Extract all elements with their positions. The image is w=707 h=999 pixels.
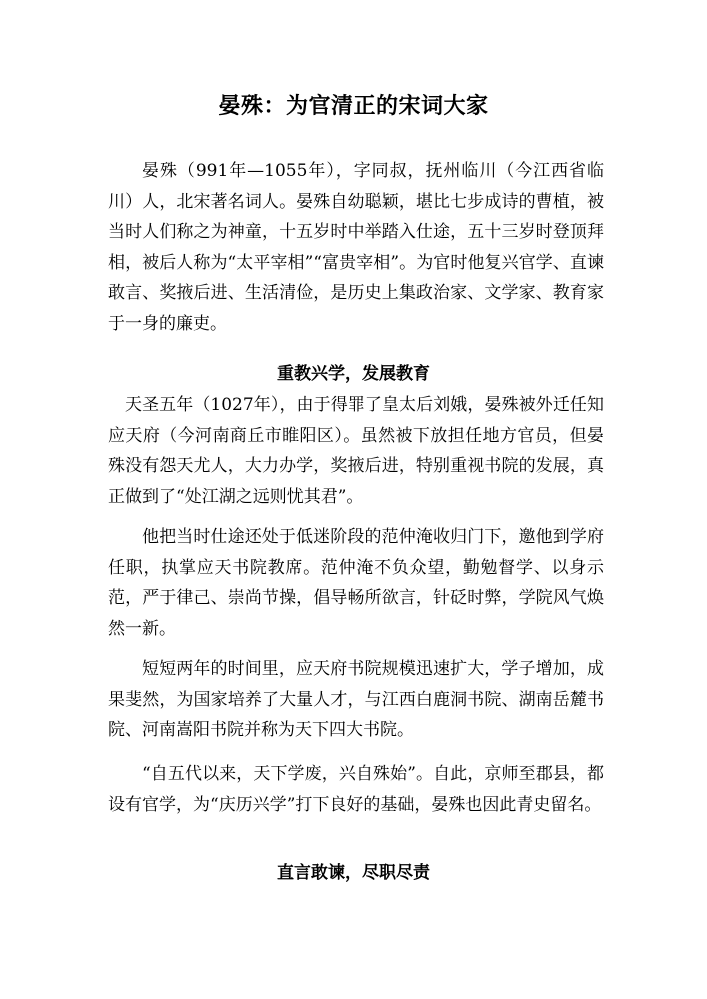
- intro-paragraph: 晏殊（991年—1055年），字同叔，抚州临川（今江西省临川）人，北宋著名词人。晏殊自幼聪颖，堪比七步成诗的曹植，被当时人们称之为神童，十五岁时中举踏入仕途，五十三岁时登顶拜相，被后人称为“太平宰相”“富贵宰相”。为官时他复兴官学、直谏敢言、奖掖后进、生活清俭，是历史上集政治家、文学家、教育家于一身的廉吏。: [108, 161, 604, 334]
- education-paragraph-4: “自五代以来，天下学废，兴自殊始”。自此，京师至郡县，都设有官学，为“庆历兴学”打下良好的基础，晏殊也因此青史留名。: [108, 764, 604, 815]
- document-title: 晏殊：为官清正的宋词大家: [218, 93, 489, 119]
- section-heading-education: 重教兴学，发展教育: [277, 364, 430, 384]
- section-heading-remonstrance: 直言敢谏，尽职尽责: [277, 863, 430, 883]
- education-paragraph-1: 天圣五年（1027年），由于得罪了皇太后刘娥，晏殊被外迁任知应天府（今河南商丘市睢阳区）。虽然被下放担任地方官员，但晏殊没有怨天尤人，大力办学，奖掖后进，特别重视书院的发展，真正做到了“处江湖之远则忧其君”。: [108, 395, 604, 507]
- education-paragraph-3: 短短两年的时间里，应天府书院规模迅速扩大，学子增加，成果斐然，为国家培养了大量人才，与江西白鹿洞书院、湖南岳麓书院、河南嵩阳书院并称为天下四大书院。: [108, 659, 604, 740]
- education-paragraph-2: 他把当时仕途还处于低迷阶段的范仲淹收归门下，邀他到学府任职，执掌应天书院教席。范仲淹不负众望，勤勉督学、以身示范，严于律己、崇尚节操，倡导畅所欲言，针砭时弊，学院风气焕然一新。: [108, 527, 604, 639]
